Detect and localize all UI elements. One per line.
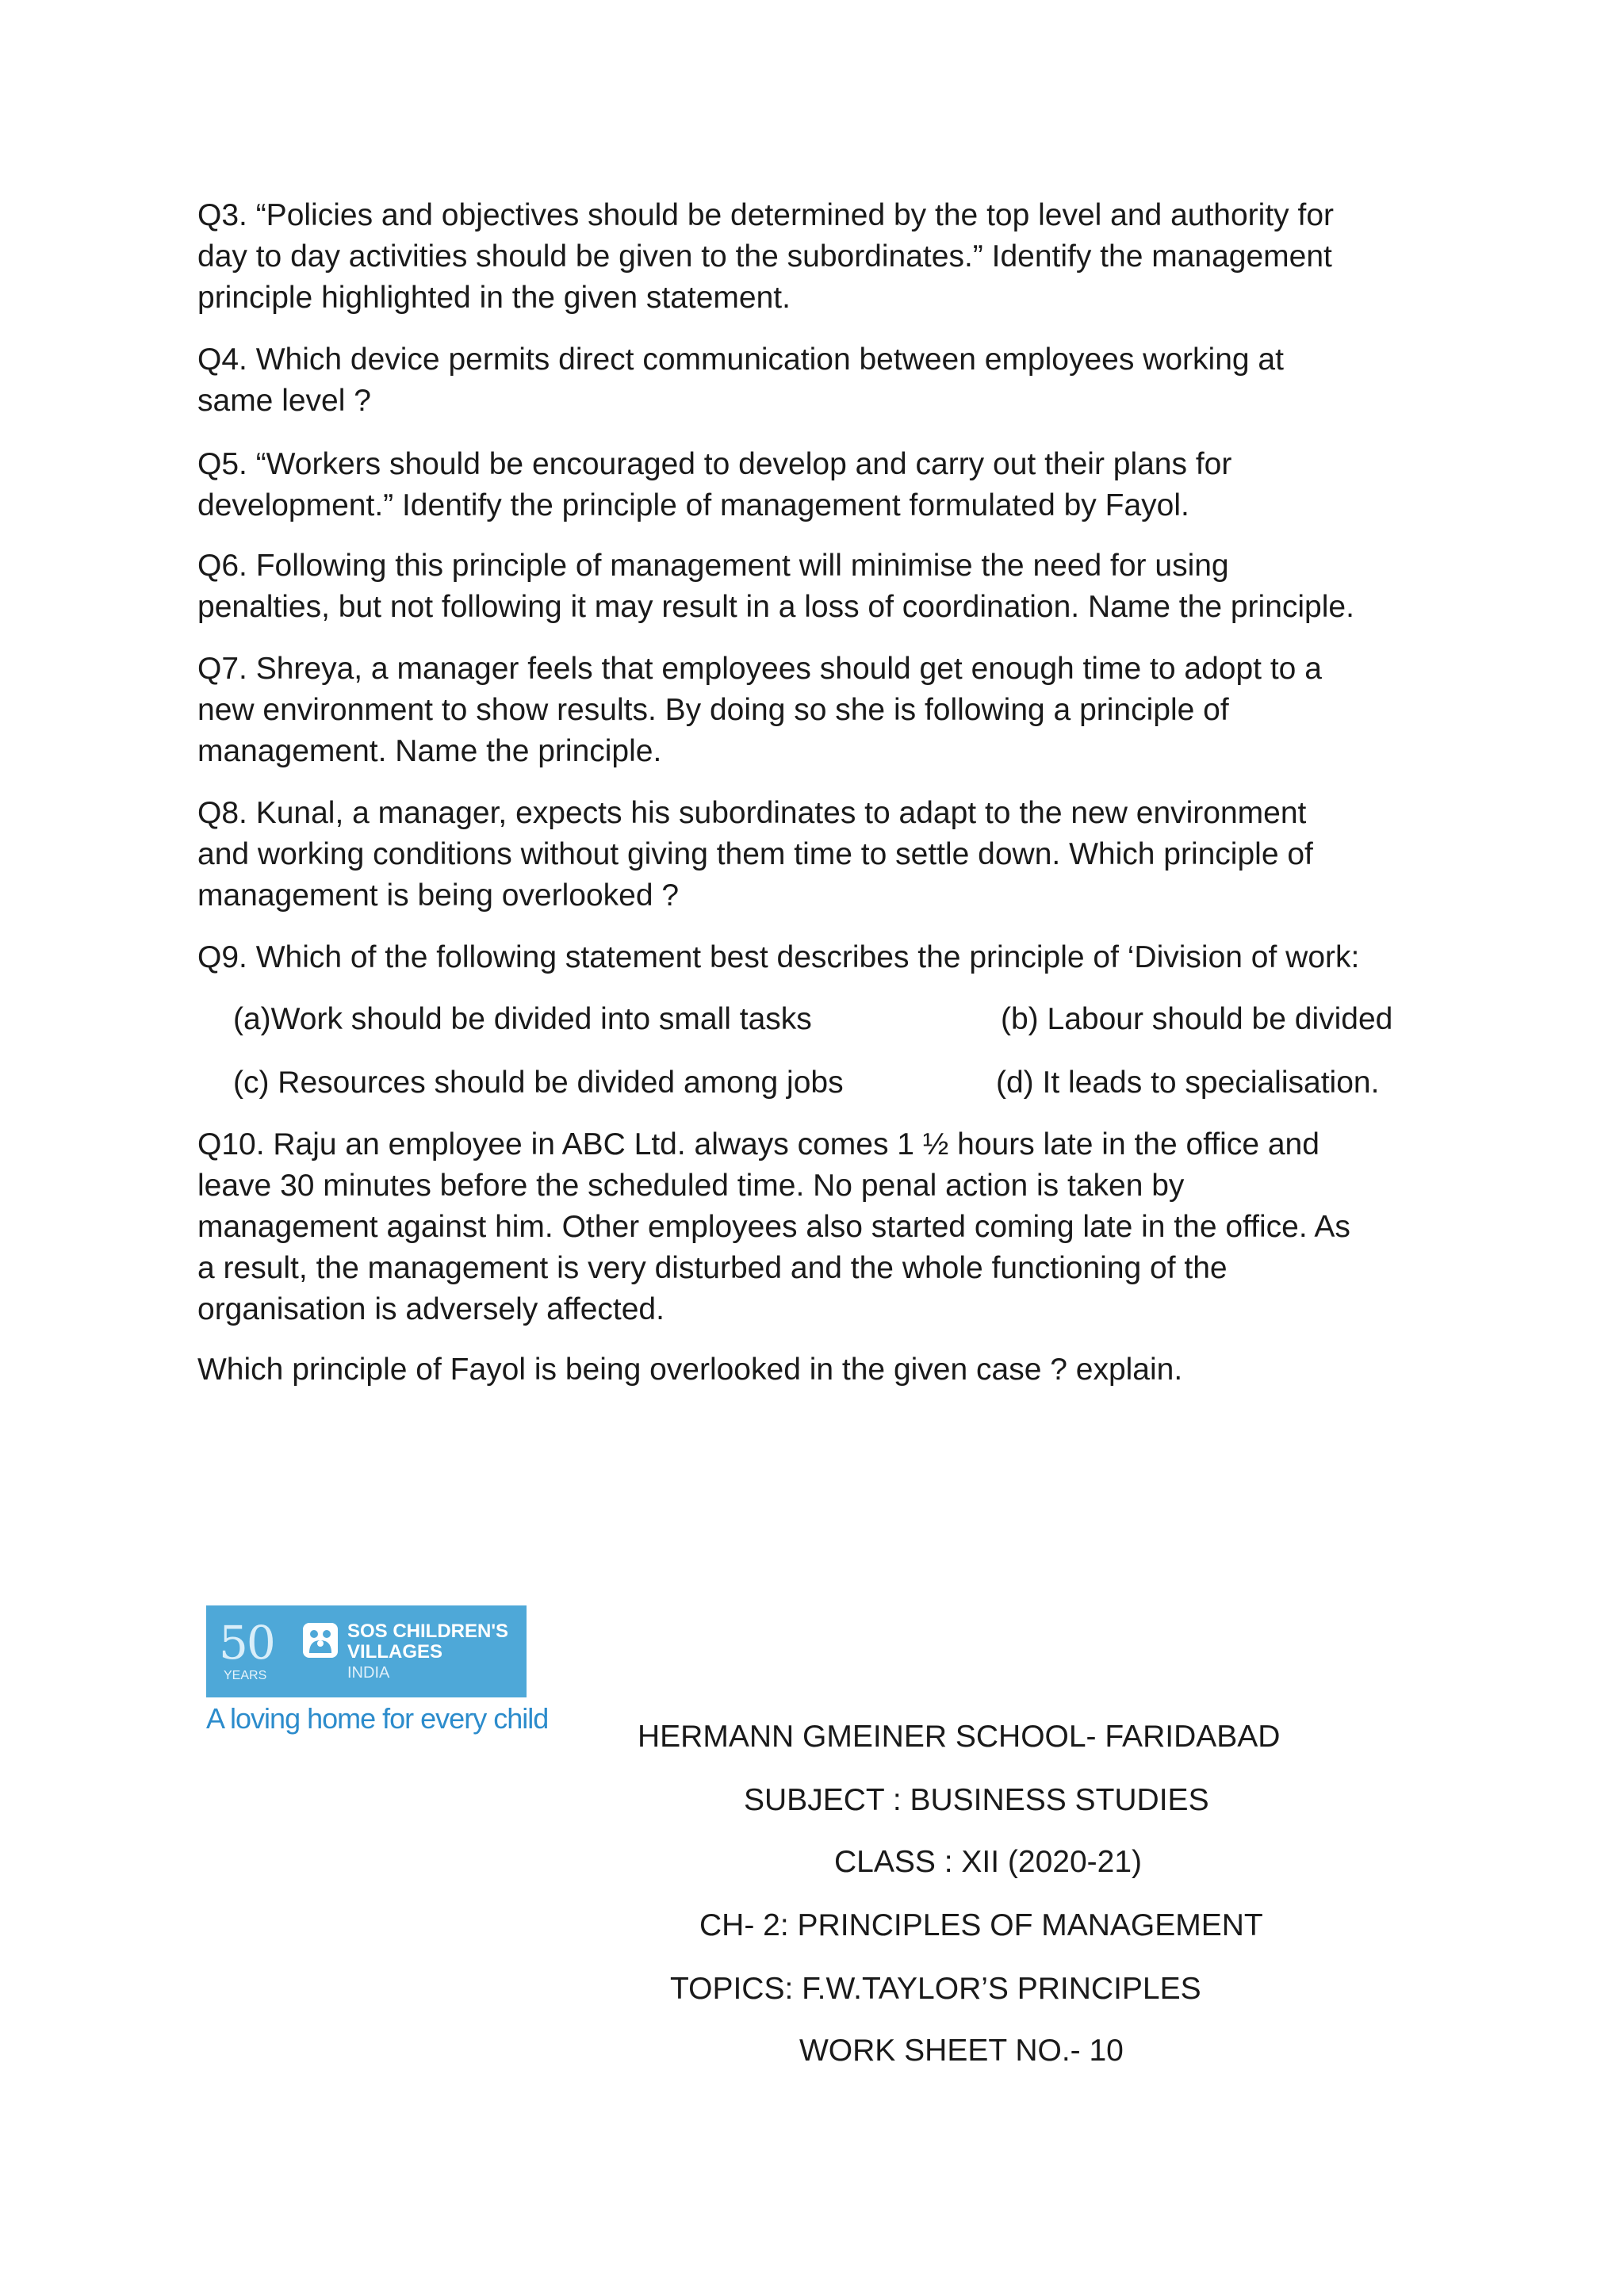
text-line: Q7. Shreya, a manager feels that employees should get enough time to adopt to a [197,652,1322,686]
text-line: management is being overlooked ? [197,878,680,913]
text-line: Q9. Which of the following statement best describes the principle of ‘Division of work: [197,940,1360,974]
logo-50-years-number: 50 [219,1616,274,1670]
logo-banner [206,1605,527,1697]
text-line: development.” Identify the principle of management formulated by Fayol. [197,488,1189,522]
option-d: (d) It leads to specialisation. [996,1066,1380,1100]
text-line: new environment to show results. By doing so she is following a principle of [197,693,1229,727]
topics-line: TOPICS: F.W.TAYLOR’S PRINCIPLES [670,1972,1201,2006]
text-line: leave 30 minutes before the scheduled time. No penal action is taken by [197,1169,1185,1203]
text-line: organisation is adversely affected. [197,1292,665,1326]
text-line: Q10. Raju an employee in ABC Ltd. always comes 1 ½ hours late in the office and [197,1127,1320,1161]
class-line: CLASS : XII (2020-21) [834,1845,1143,1879]
school-name: HERMANN GMEINER SCHOOL- FARIDABAD [638,1720,1281,1754]
logo-name-line2: VILLAGES [347,1641,443,1663]
worksheet-number: WORK SHEET NO.- 10 [799,2034,1124,2068]
text-line: day to day activities should be given to the subordinates.” Identify the management [197,239,1332,274]
question-q5 [197,444,1434,526]
text-line: and working conditions without giving them time to settle down. Which principle of [197,837,1313,871]
logo-years-label: YEARS [224,1669,267,1682]
chapter-line: CH- 2: PRINCIPLES OF MANAGEMENT [699,1908,1263,1942]
sos-logo [205,1605,549,1740]
text-line: Q8. Kunal, a manager, expects his subordinates to adapt to the new environment [197,796,1307,830]
option-a: (a)Work should be divided into small tasks [233,1002,812,1036]
question-q9 [197,937,1434,978]
text-line: principle highlighted in the given statement. [197,281,791,315]
logo-country: INDIA [347,1664,390,1682]
option-b: (b) Labour should be divided [1001,1002,1393,1036]
sos-emblem-icon [303,1623,338,1658]
text-line: Which principle of Fayol is being overlooked in the given case ? explain. [197,1353,1183,1387]
question-q8 [197,793,1434,916]
subject-line: SUBJECT : BUSINESS STUDIES [744,1783,1209,1817]
text-line: Q5. “Workers should be encouraged to develop and carry out their plans for [197,447,1232,481]
logo-organisation-name [347,1621,508,1663]
text-line: management. Name the principle. [197,734,662,768]
logo-name-line1: SOS CHILDREN'S [347,1621,509,1642]
text-line: Q6. Following this principle of management will minimise the need for using [197,549,1229,583]
text-line: penalties, but not following it may result in a loss of coordination. Name the principle. [197,590,1354,624]
text-line: a result, the management is very disturbed and the whole functioning of the [197,1251,1228,1285]
text-line: same level ? [197,384,371,418]
question-q10 [197,1124,1434,1330]
text-line: Q3. “Policies and objectives should be determined by the top level and authority for [197,198,1335,232]
question-q4 [197,339,1434,422]
text-line: Q4. Which device permits direct communication between employees working at [197,342,1284,377]
question-q6 [197,545,1434,628]
option-c: (c) Resources should be divided among jobs [233,1066,844,1100]
logo-tagline: A loving home for every child [206,1702,549,1735]
text-line: management against him. Other employees also started coming late in the office. As [197,1210,1350,1244]
question-q7 [197,649,1434,772]
question-q10-followup [197,1349,1434,1391]
question-q3 [197,195,1434,319]
